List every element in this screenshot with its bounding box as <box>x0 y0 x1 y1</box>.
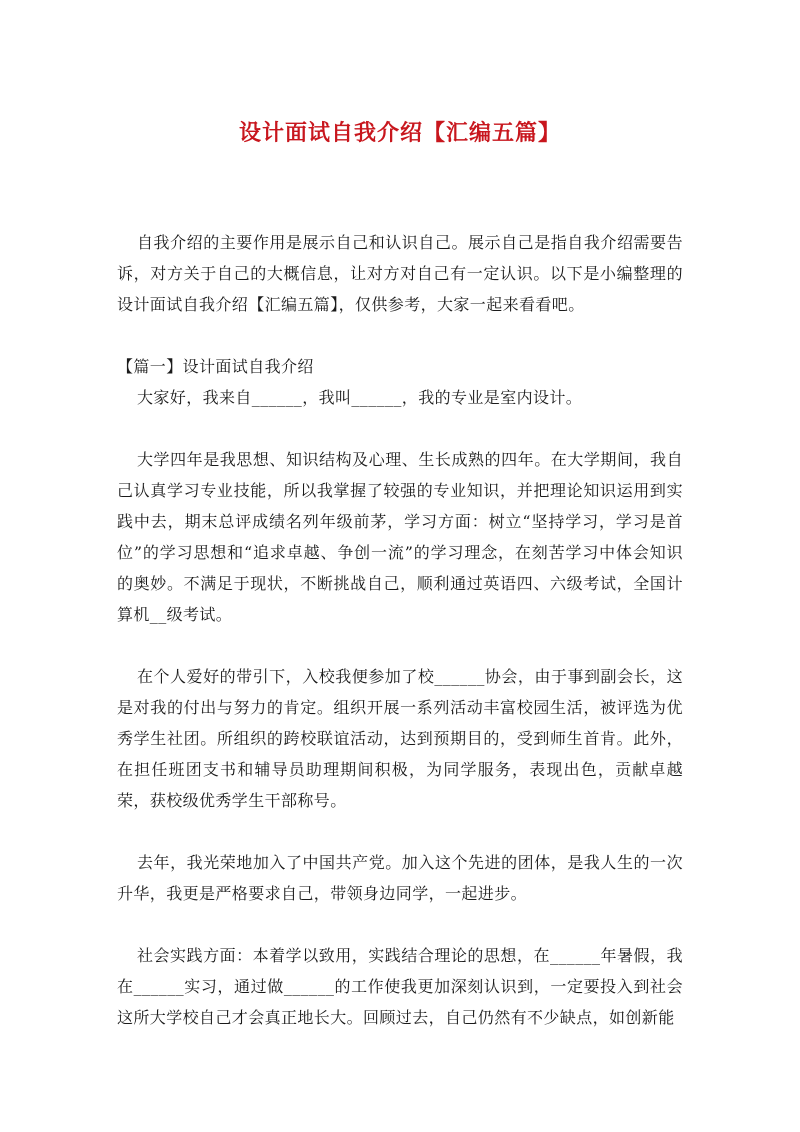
section-heading: 【篇一】设计面试自我介绍 <box>117 357 314 376</box>
intro-paragraph <box>117 227 683 320</box>
paragraph-block-party <box>117 847 683 909</box>
paragraph-block-study <box>117 444 683 630</box>
intro-text: 自我介绍的主要作用是展示自己和认识自己。展示自己是指自我介绍需要告诉，对方关于自己的大概信息，让对方对自己有一定认识。以下是小编整理的设计面试自我介绍【汇编五篇】，仅供参考，大家一起来看看吧。 <box>117 233 683 314</box>
paragraph-activities: 在个人爱好的带引下，入校我便参加了校______协会，由于事到副会长，这是对我的付出与努力的肯定。组织开展一系列活动丰富校园生活，被评选为优秀学生社团。所组织的跨校联谊活动，达到预期目的，受到师生首肯。此外，在担任班团支书和辅导员助理期间积极，为同学服务，表现出色，贡献卓越荣，获校级优秀学生干部称号。 <box>117 667 683 810</box>
section-one <box>117 351 683 413</box>
paragraph-party: 去年，我光荣地加入了中国共产党。加入这个先进的团体，是我人生的一次升华，我更是严格要求自己，带领身边同学，一起进步。 <box>117 853 683 903</box>
paragraph-block-activities <box>117 661 683 816</box>
paragraph-practice: 社会实践方面：本着学以致用，实践结合理论的思想，在______年暑假，我在______实习，通过做______的工作使我更加深刻认识到，一定要投入到社会这所大学校自己才会真正地长大。回顾过去，自己仍然有不少缺点，如创新能 <box>117 946 683 1027</box>
paragraph-study: 大学四年是我思想、知识结构及心理、生长成熟的四年。在大学期间，我自己认真学习专业技能，所以我掌握了较强的专业知识，并把理论知识运用到实践中去，期末总评成绩名列年级前茅，学习方面：树立“坚持学习，学习是首位”的学习思想和“追求卓越、争创一流”的学习理念，在刻苦学习中体会知识的奥妙。不满足于现状，不断挑战自己，顺利通过英语四、六级考试，全国计算机__级考试。 <box>117 450 683 624</box>
document-title: 设计面试自我介绍【汇编五篇】 <box>238 120 561 146</box>
paragraph-block-practice <box>117 940 683 1033</box>
paragraph-greeting: 大家好，我来自______，我叫______，我的专业是室内设计。 <box>137 388 583 407</box>
